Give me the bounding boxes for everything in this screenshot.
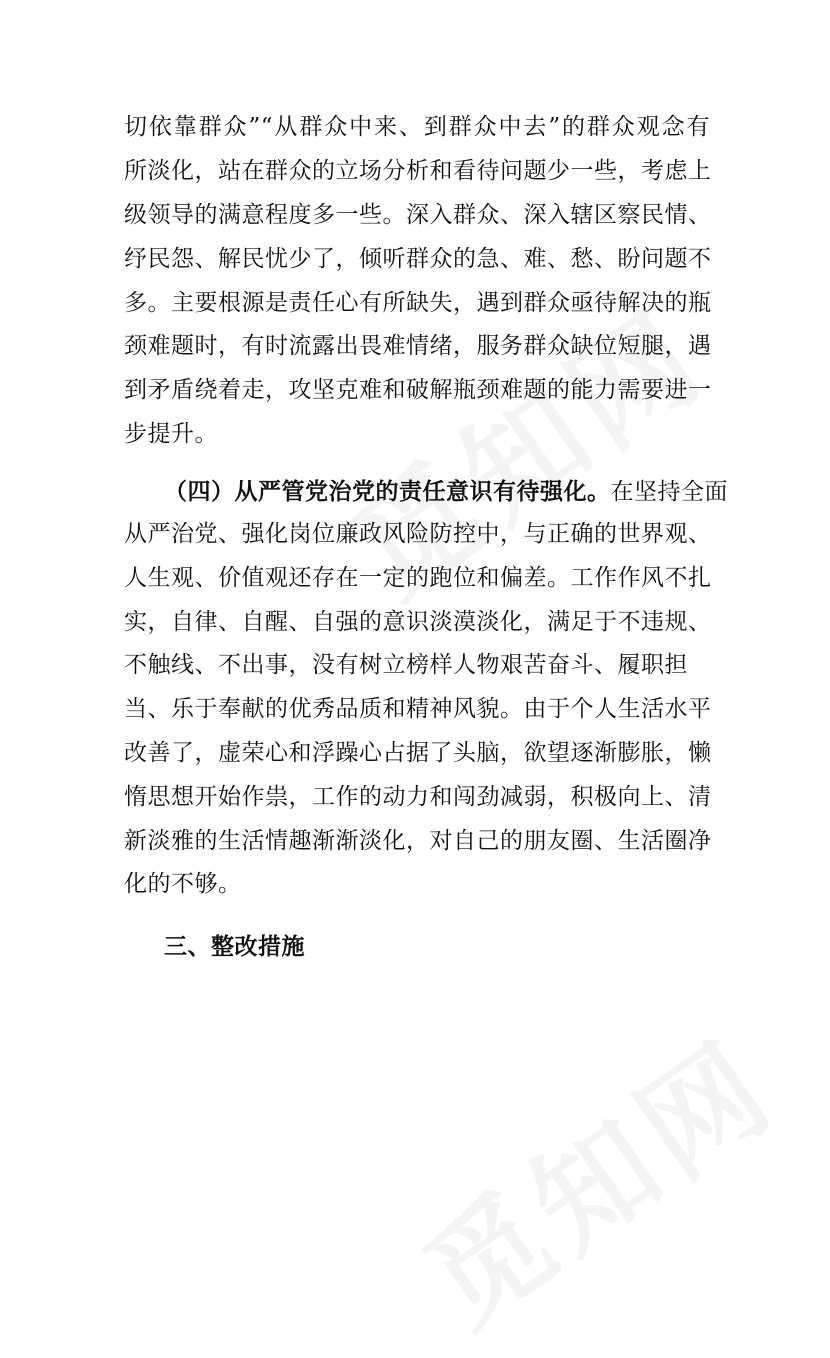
text-line: 纾民怨、解民忧少了，倾听群众的急、难、愁、盼问题不	[124, 246, 712, 272]
text-line: 新淡雅的生活情趣渐渐淡化，对自己的朋友圈、生活圈净	[124, 828, 712, 854]
text-line: 步提升。	[124, 421, 218, 447]
text-line: 实，自律、自醒、自强的意识淡漠淡化，满足于不违规、	[124, 609, 712, 635]
text-line: 到矛盾绕着走，攻坚克难和破解瓶颈难题的能力需要进一	[124, 377, 712, 403]
text-line: 不触线、不出事，没有树立榜样人物艰苦奋斗、履职担	[124, 652, 688, 678]
section-subheading: （四）从严管党治党的责任意识有待强化。	[164, 478, 611, 505]
text-fragment: 在坚持全面	[610, 479, 728, 505]
text-line: 人生观、价值观还存在一定的跑位和偏差。工作作风不扎	[124, 565, 712, 591]
text-line: 化的不够。	[124, 871, 242, 897]
text-line: 从严治党、强化岗位廉政风险防控中，与正确的世界观、	[124, 521, 712, 547]
text-line: 颈难题时，有时流露出畏难情绪，服务群众缺位短腿，遇	[124, 333, 712, 359]
text-line: 多。主要根源是责任心有所缺失，遇到群众亟待解决的瓶	[124, 290, 712, 316]
text-line: 当、乐于奉献的优秀品质和精神风貌。由于个人生活水平	[124, 696, 712, 722]
text-line: 所淡化，站在群众的立场分析和看待问题少一些，考虑上	[124, 158, 712, 184]
watermark-bottom	[386, 994, 804, 1358]
text-line: 惰思想开始作祟，工作的动力和闯劲减弱，积极向上、清	[124, 784, 712, 810]
section-heading: 三、整改措施	[164, 933, 305, 960]
text-line: 改善了，虚荣心和浮躁心占据了头脑，欲望逐渐膨胀，懒	[124, 740, 712, 766]
text-line: 级领导的满意程度多一些。深入群众、深入辖区察民情、	[124, 202, 712, 228]
text-line: 切依靠群众”“从群众中来、到群众中去”的群众观念有	[124, 114, 710, 140]
paragraph-first-line	[164, 477, 728, 507]
